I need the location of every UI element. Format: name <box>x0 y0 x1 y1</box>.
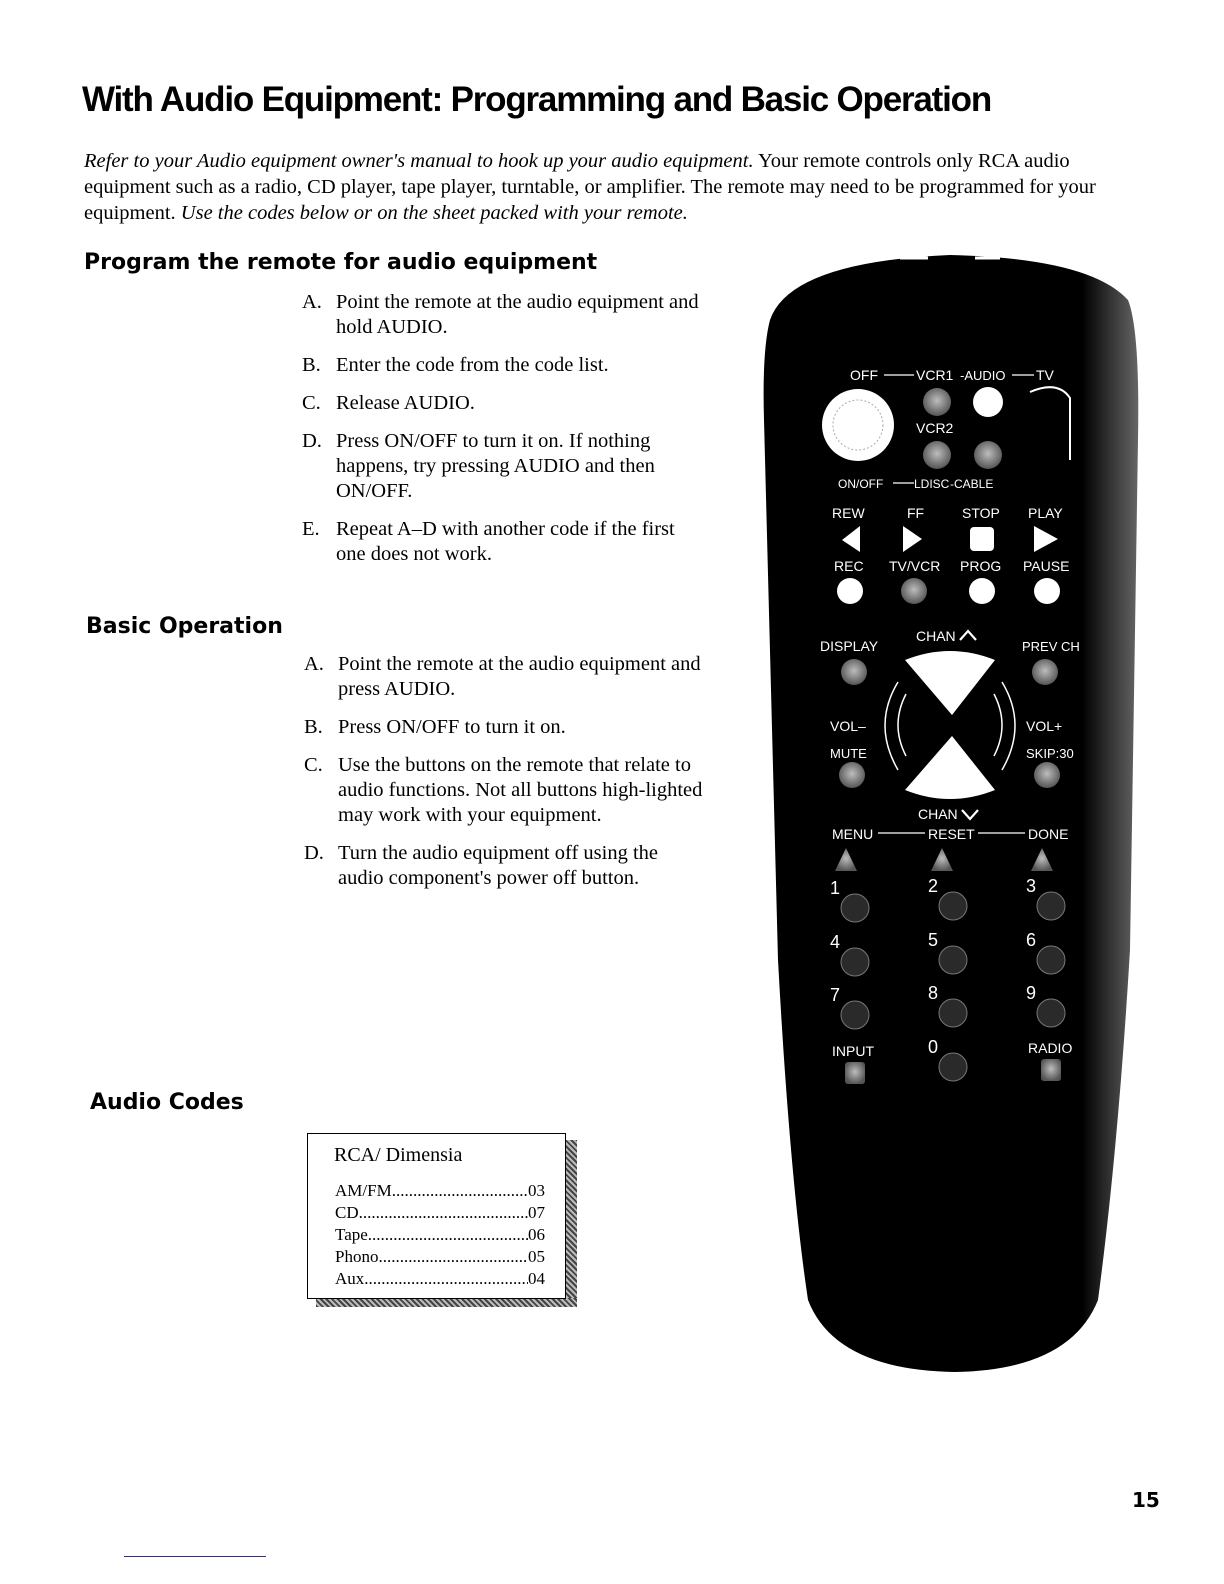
vcr1-button <box>923 388 951 416</box>
program-step: B. Enter the code from the code list. <box>302 354 609 376</box>
remote-label-prev-ch: PREV CH <box>1022 639 1080 654</box>
page-number: 15 <box>1132 1488 1160 1512</box>
tvvcr-button <box>901 578 927 604</box>
remote-label-done: DONE <box>1028 826 1069 842</box>
remote-label-input: INPUT <box>832 1043 874 1059</box>
program-heading: Program the remote for audio equipment <box>84 250 598 275</box>
display-button <box>841 659 867 685</box>
program-steps <box>302 290 702 580</box>
remote-label-tvvcr: TV/VCR <box>889 558 941 574</box>
remote-label-pause: PAUSE <box>1023 558 1070 574</box>
remote-label-audio: -AUDIO <box>960 368 1006 383</box>
code-row: Tape ..... 06 <box>335 1224 545 1246</box>
cable-button <box>974 441 1002 469</box>
remote-digit-4: 4 <box>830 932 841 952</box>
remote-label-stop: STOP <box>962 505 1000 521</box>
intro-italic-2: Use the codes below or on the sheet packed with your remote. <box>180 202 688 224</box>
mute-button <box>839 762 865 788</box>
remote-label-rew: REW <box>832 505 865 521</box>
digit-5-button <box>939 946 967 974</box>
audio-button <box>973 387 1003 417</box>
remote-label-vol-up: VOL+ <box>1026 718 1063 734</box>
digit-4-button <box>841 948 869 976</box>
remote-digit-9: 9 <box>1026 983 1037 1003</box>
remote-label-vol-down: VOL– <box>830 718 866 734</box>
remote-label-skip: SKIP:30 <box>1026 746 1074 761</box>
program-step: E. Repeat A–D with another code if the first one does not work. <box>302 518 675 565</box>
program-step: C. Release AUDIO. <box>302 392 475 414</box>
code-row: Phono ..... 05 <box>335 1246 545 1268</box>
program-step: D. Press ON/OFF to turn it on. If nothing happens, try pressing AUDIO and then ON/OFF. <box>302 430 655 502</box>
remote-control-illustration <box>740 240 1160 1380</box>
audio-codes-box <box>307 1133 566 1299</box>
remote-digit-5: 5 <box>928 930 939 950</box>
remote-label-ldisc: LDISC <box>914 477 950 491</box>
code-row: CD ..... 07 <box>335 1202 545 1224</box>
remote-label-reset: RESET <box>928 826 975 842</box>
prev-ch-button <box>1032 659 1058 685</box>
digit-6-button <box>1037 946 1065 974</box>
digit-0-button <box>939 1053 967 1081</box>
remote-label-chan-up: CHAN <box>916 628 956 644</box>
remote-label-prog: PROG <box>960 558 1002 574</box>
codes-box-shadow <box>316 1298 577 1307</box>
digit-1-button <box>841 894 869 922</box>
remote-label-onoff: ON/OFF <box>838 477 884 491</box>
input-button <box>845 1062 865 1084</box>
remote-label-radio: RADIO <box>1028 1040 1073 1056</box>
page-title: With Audio Equipment: Programming and Basic Operation <box>82 80 992 119</box>
footer-rule <box>124 1556 266 1557</box>
remote-label-rec: REC <box>834 558 864 574</box>
remote-digit-3: 3 <box>1026 876 1037 896</box>
code-row: Aux ..... 04 <box>335 1268 545 1290</box>
remote-digit-1: 1 <box>830 878 841 898</box>
remote-label-play: PLAY <box>1028 505 1063 521</box>
codes-brand: RCA/ Dimensia <box>334 1144 463 1166</box>
codes-box-shadow <box>566 1140 577 1306</box>
code-row: AM/FM ..... 03 <box>335 1180 545 1202</box>
remote-label-vcr1: VCR1 <box>916 367 954 383</box>
remote-digit-8: 8 <box>928 983 939 1003</box>
remote-label-tv: TV <box>1036 367 1054 383</box>
basic-operation-heading: Basic Operation <box>86 614 283 639</box>
remote-label-off: OFF <box>850 367 878 383</box>
basic-step: A. Point the remote at the audio equipment and press AUDIO. <box>304 653 701 700</box>
remote-label-chan-down: CHAN <box>918 806 958 822</box>
remote-label-display: DISPLAY <box>820 638 879 654</box>
radio-button <box>1041 1059 1061 1081</box>
intro-paragraph <box>84 148 1154 226</box>
remote-digit-0: 0 <box>928 1037 939 1057</box>
digit-9-button <box>1037 999 1065 1027</box>
program-step: A. Point the remote at the audio equipment and hold AUDIO. <box>302 291 699 338</box>
intro-italic-1: Refer to your Audio equipment owner's manual to hook up your audio equipment. <box>84 150 754 172</box>
prog-button <box>969 578 995 604</box>
digit-3-button <box>1037 892 1065 920</box>
remote-label-ff: FF <box>907 505 925 521</box>
basic-steps <box>304 652 704 904</box>
audio-codes-heading: Audio Codes <box>90 1090 244 1115</box>
remote-label-menu: MENU <box>832 826 874 842</box>
remote-label-vcr2: VCR2 <box>916 420 954 436</box>
remote-label-cable: -CABLE <box>950 477 994 491</box>
remote-label-mute: MUTE <box>830 746 867 761</box>
remote-digit-7: 7 <box>830 985 841 1005</box>
remote-digit-2: 2 <box>928 876 939 896</box>
rec-button <box>837 578 863 604</box>
digit-7-button <box>841 1001 869 1029</box>
digit-2-button <box>939 892 967 920</box>
digit-8-button <box>939 999 967 1027</box>
intro-normal: Your remote controls only RCA audio equipment such as a radio, CD player, tape player, turntable, or amplifier. The remote may need to be programmed for your equipment. <box>84 150 1096 224</box>
remote-digit-6: 6 <box>1026 930 1037 950</box>
basic-step: D. Turn the audio equipment off using the audio component's power off button. <box>304 842 659 889</box>
basic-step: B. Press ON/OFF to turn it on. <box>304 716 566 738</box>
ldisc-button <box>923 441 951 469</box>
stop-icon <box>970 527 994 551</box>
basic-step: C. Use the buttons on the remote that relate to audio functions. Not all buttons high-lighted may work with your equipment. <box>304 754 703 826</box>
skip-button <box>1034 762 1060 788</box>
pause-button <box>1034 578 1060 604</box>
